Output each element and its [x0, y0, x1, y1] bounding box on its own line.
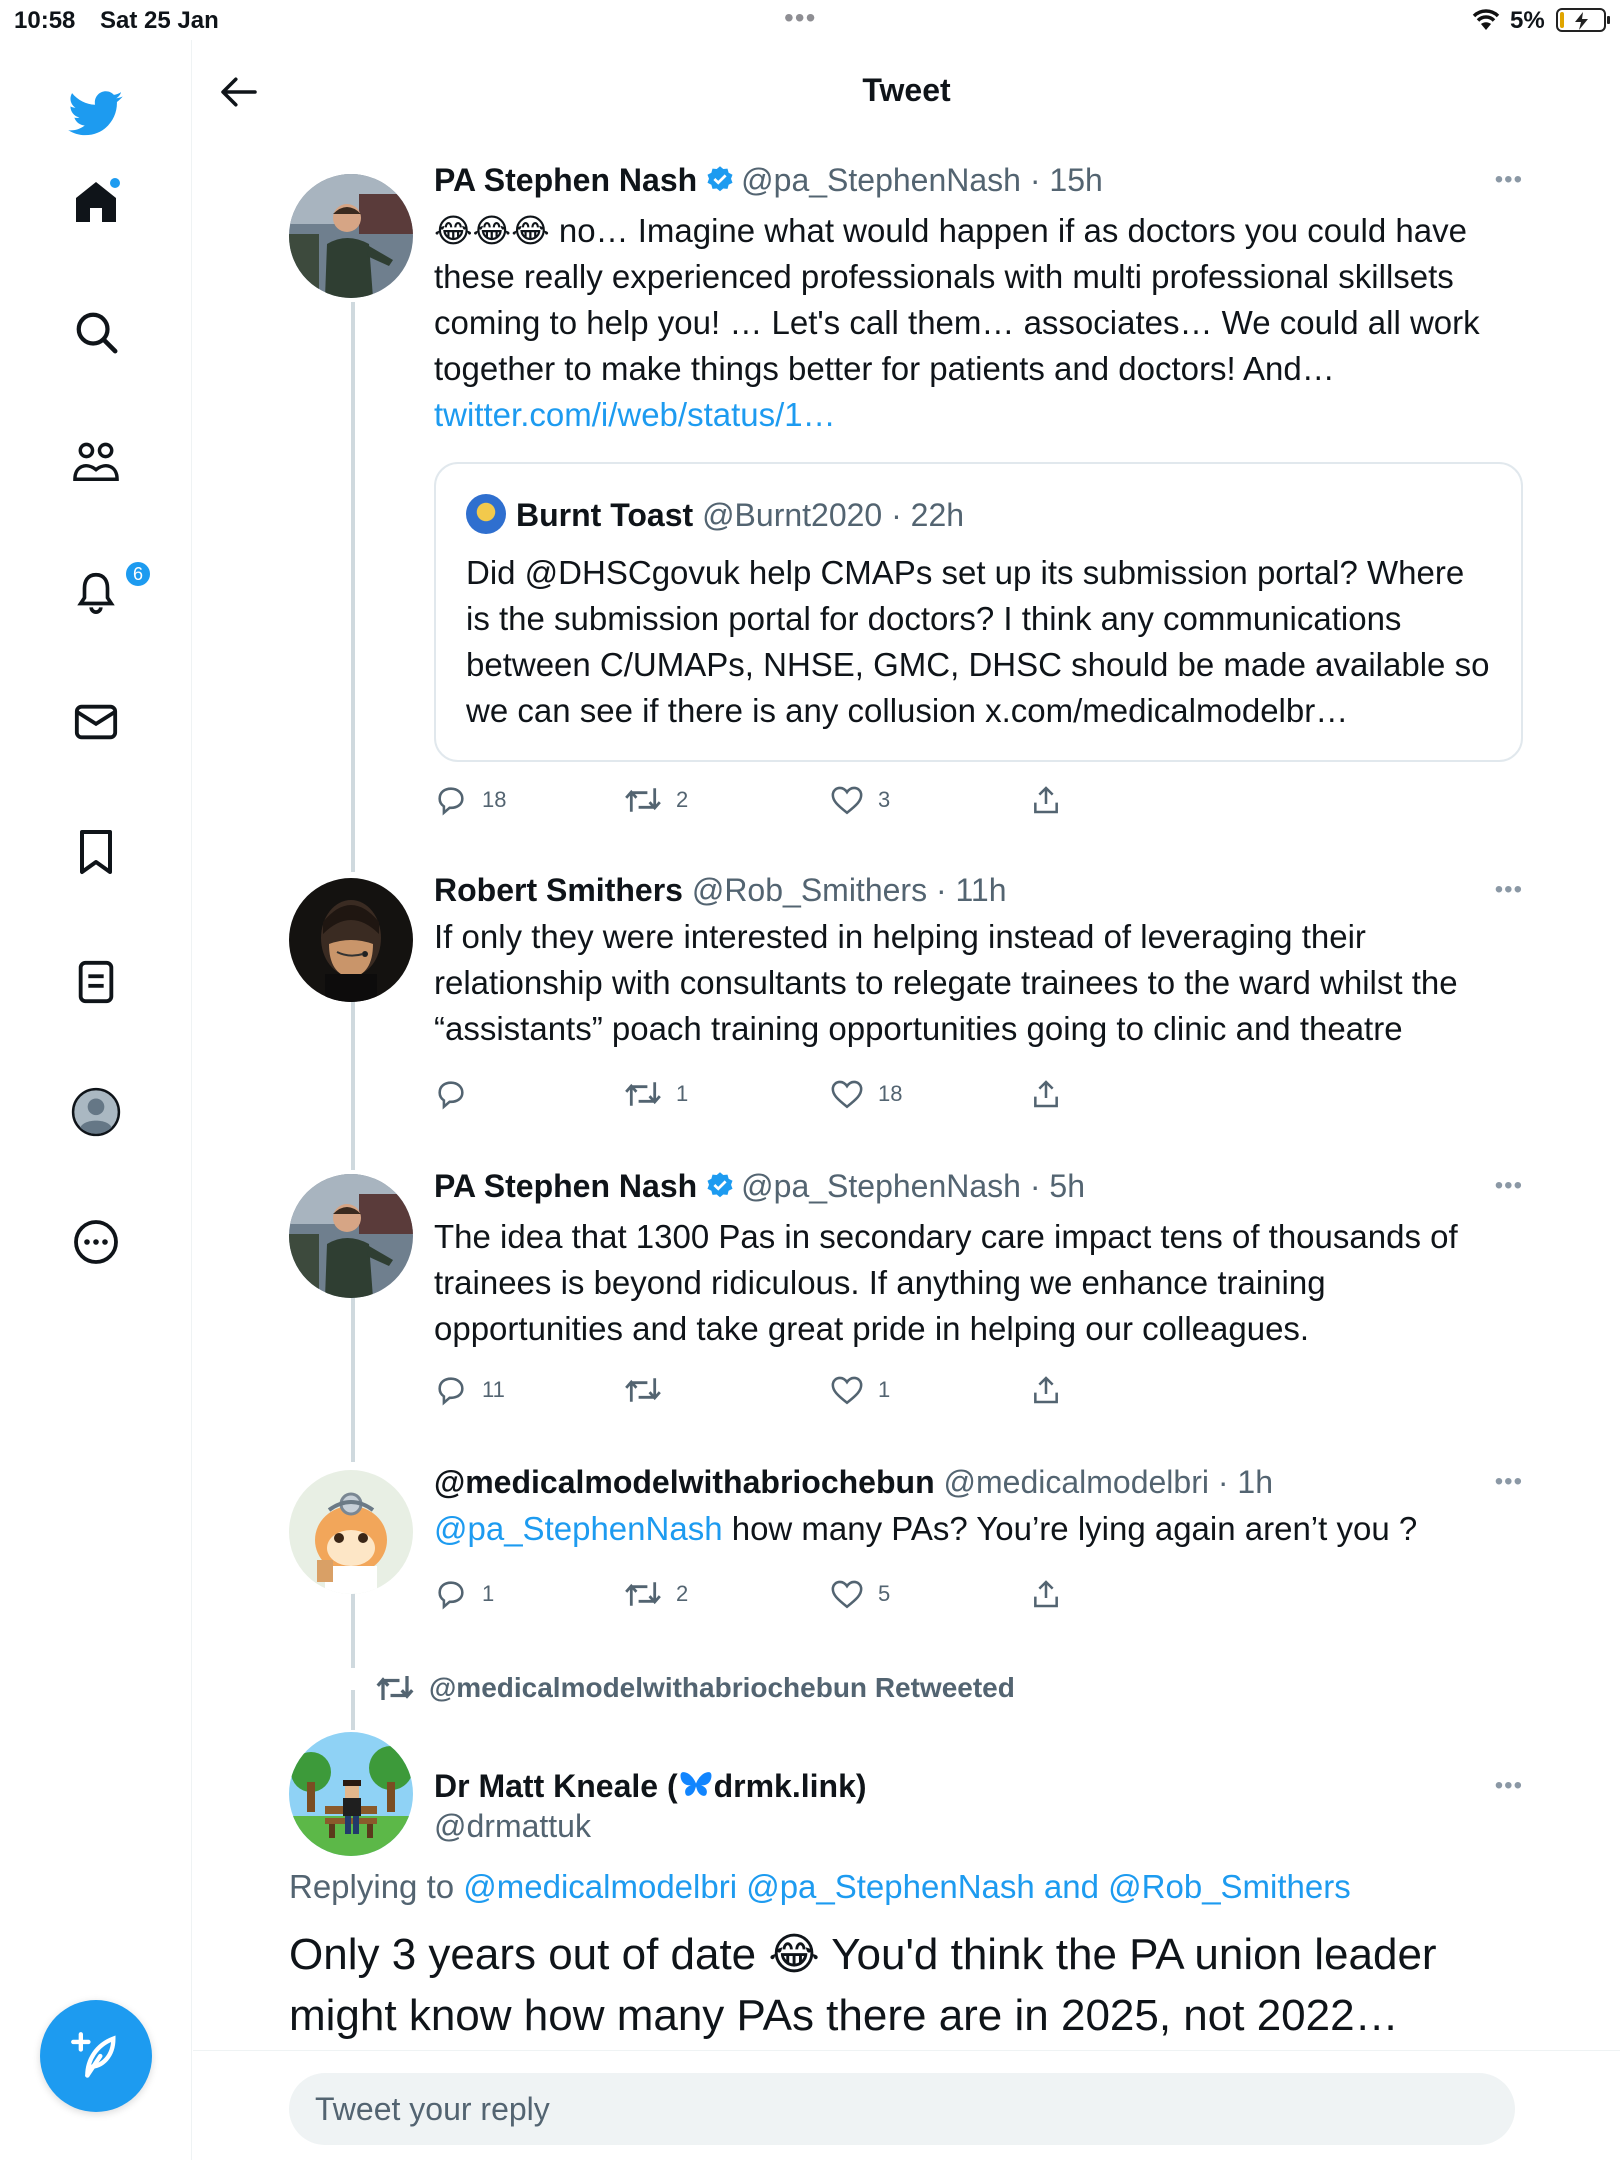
- tweet[interactable]: [193, 160, 1523, 840]
- quote-avatar: [466, 494, 506, 534]
- author-name[interactable]: @medicalmodelwithabriochebun: [434, 1464, 935, 1500]
- author-handle[interactable]: @drmattuk: [434, 1808, 591, 1844]
- replying-to-users[interactable]: @medicalmodelbri @pa_StephenNash: [463, 1868, 1035, 1905]
- retweet-button[interactable]: 2: [624, 780, 688, 820]
- mention-link[interactable]: @pa_StephenNash: [434, 1510, 723, 1547]
- heart-icon: [830, 1078, 864, 1110]
- retweeted-by-label[interactable]: @medicalmodelwithabriochebun Retweeted: [375, 1672, 1015, 1704]
- compose-tweet-button[interactable]: [40, 2000, 152, 2112]
- page-title: Tweet: [862, 72, 951, 108]
- tweet-actions: [434, 780, 1074, 820]
- author-name[interactable]: Robert Smithers: [434, 872, 683, 908]
- replying-to-last-user[interactable]: @Rob_Smithers: [1108, 1868, 1351, 1905]
- heart-icon: [830, 1374, 864, 1406]
- reply-bar: [193, 2050, 1620, 2160]
- retweet-icon: [624, 785, 662, 815]
- twitter-logo-icon[interactable]: [68, 86, 124, 142]
- retweet-icon: [624, 1375, 662, 1405]
- search-icon[interactable]: [68, 304, 124, 360]
- reply-icon: [434, 1077, 468, 1111]
- quote-author-name: Burnt Toast: [516, 497, 694, 533]
- author-handle[interactable]: @medicalmodelbri: [943, 1464, 1209, 1500]
- like-button[interactable]: 18: [830, 1074, 902, 1114]
- author-name[interactable]: Dr Matt Kneale ( drmk.link): [434, 1768, 867, 1804]
- tweet-link[interactable]: twitter.com/i/web/status/1…: [434, 396, 836, 433]
- reply-button[interactable]: 1: [434, 1574, 494, 1614]
- profile-icon[interactable]: [68, 1084, 124, 1140]
- tweet-time[interactable]: 15h: [1049, 162, 1103, 198]
- laughing-emoji: 😂: [768, 1929, 820, 1980]
- like-button[interactable]: 1: [830, 1370, 890, 1410]
- more-options-button[interactable]: •••: [1494, 876, 1523, 903]
- sidebar: [0, 40, 192, 2160]
- reply-button[interactable]: 18: [434, 780, 506, 820]
- replying-to: Replying to @medicalmodelbri @pa_StephenNash and @Rob_Smithers: [289, 1868, 1351, 1905]
- tweet-content: PA Stephen Nash @pa_StephenNash · 5h ••• The idea that 1300 Pas in secondary care impact tens of thousands of trainees is beyond ridiculous. If anything we enhance training opportunities and take great pride in helping our colleagues.: [434, 1166, 1523, 1352]
- avatar[interactable]: [289, 1174, 413, 1298]
- avatar[interactable]: [289, 174, 413, 298]
- author-handle[interactable]: @pa_StephenNash: [741, 1168, 1021, 1204]
- tweet-text: 😂😂😂 no… Imagine what would happen if as doctors you could have these really experienced professionals with multi professional skillsets coming to help you! … Let's call them… associates… We could all work together to make things better for patients and doctors! And… twitter.com/i/web/status/1…: [434, 211, 1480, 433]
- battery-charging-icon: [1556, 8, 1606, 32]
- tweet-text: If only they were interested in helping instead of leveraging their relationship with consultants to relegate trainees to the ward whilst the “assistants” poach training opportunities going to clinic and theatre: [434, 918, 1458, 1047]
- status-bar: [0, 0, 1620, 40]
- quote-author-handle: @Burnt2020: [702, 497, 883, 533]
- notifications-bell-icon[interactable]: [68, 563, 143, 620]
- tweet-actions: [434, 1574, 1074, 1614]
- messages-icon[interactable]: [68, 694, 124, 750]
- share-button[interactable]: [1030, 1370, 1062, 1410]
- tweet-text: @pa_StephenNash how many PAs? You’re lying again aren’t you ?: [434, 1510, 1418, 1547]
- tweet-time[interactable]: 1h: [1237, 1464, 1273, 1500]
- tweet[interactable]: [193, 870, 1523, 1140]
- more-options-icon[interactable]: [68, 1214, 124, 1270]
- retweet-button[interactable]: 2: [624, 1574, 688, 1614]
- tweet[interactable]: [193, 1166, 1523, 1436]
- retweet-button[interactable]: 1: [624, 1074, 688, 1114]
- thread-line: [351, 1690, 355, 1730]
- feather-plus-icon: [70, 2030, 122, 2082]
- notifications-badge: 6: [124, 560, 152, 588]
- author-name[interactable]: PA Stephen Nash: [434, 1168, 698, 1204]
- share-icon: [1030, 784, 1062, 816]
- tweet-time[interactable]: 5h: [1049, 1168, 1085, 1204]
- tweet-content: PA Stephen Nash @pa_StephenNash · 15h ••• 😂😂😂 no… Imagine what would happen if as doctors you could have these really experienced professionals with multi professional skillsets coming to help you! … Let's call them… associates… We could all work together to make things better for patients and doctors! And… twitter.com/i/web/status/1…: [434, 160, 1523, 438]
- retweet-icon: [624, 1079, 662, 1109]
- verified-badge-icon: [705, 1170, 735, 1210]
- status-time: 10:58: [14, 7, 76, 34]
- more-options-button[interactable]: •••: [1494, 1172, 1523, 1199]
- home-new-indicator: [110, 178, 120, 188]
- retweet-button[interactable]: [624, 1370, 676, 1410]
- reply-button[interactable]: [434, 1074, 482, 1114]
- share-button[interactable]: [1030, 780, 1062, 820]
- tweet-actions: [434, 1074, 1074, 1114]
- laughing-emoji: 😂😂😂: [434, 211, 550, 250]
- like-button[interactable]: 5: [830, 1574, 890, 1614]
- avatar[interactable]: [289, 878, 413, 1002]
- tweet-content: @medicalmodelwithabriochebun @medicalmodelbri · 1h ••• @pa_StephenNash how many PAs? You’re lying again aren’t you ?: [434, 1462, 1523, 1552]
- more-options-button[interactable]: •••: [1494, 1468, 1523, 1495]
- tweet-actions: [434, 1370, 1074, 1410]
- lists-icon[interactable]: [68, 954, 124, 1010]
- wifi-icon: [1470, 6, 1502, 39]
- share-icon: [1030, 1374, 1062, 1406]
- author-handle[interactable]: @pa_StephenNash: [741, 162, 1021, 198]
- focused-tweet-text: Only 3 years out of date 😂 You'd think the PA union leader might know how many PAs there are in 2025, not 2022…: [289, 1929, 1437, 2040]
- communities-icon[interactable]: [68, 434, 124, 490]
- more-options-button[interactable]: •••: [1494, 1772, 1523, 1799]
- battery-percent: 5%: [1510, 7, 1545, 34]
- heart-icon: [830, 784, 864, 816]
- tweet[interactable]: [193, 1462, 1523, 1642]
- avatar[interactable]: [289, 1470, 413, 1594]
- tweet-content: [434, 1766, 1523, 1846]
- reply-button[interactable]: 11: [434, 1370, 505, 1410]
- author-name[interactable]: PA Stephen Nash: [434, 162, 698, 198]
- retweet-icon: [624, 1579, 662, 1609]
- reply-input[interactable]: [289, 2073, 1515, 2145]
- reply-icon: [434, 1373, 468, 1407]
- like-button[interactable]: 3: [830, 780, 890, 820]
- quote-text: Did @DHSCgovuk help CMAPs set up its submission portal? Where is the submission portal for doctors? I think any communications between C/UMAPs, NHSE, GMC, DHSC should be made available so we can see if there is any collusion x.com/medicalmodelbr…: [466, 554, 1490, 729]
- status-date: Sat 25 Jan: [100, 7, 219, 34]
- retweet-icon: [375, 1673, 415, 1703]
- share-button[interactable]: [1030, 1074, 1062, 1114]
- author-handle[interactable]: @Rob_Smithers: [691, 872, 928, 908]
- home-icon[interactable]: [68, 174, 124, 230]
- share-icon: [1030, 1078, 1062, 1110]
- butterfly-icon: [678, 1768, 714, 1804]
- reply-icon: [434, 783, 468, 817]
- heart-icon: [830, 1578, 864, 1610]
- verified-badge-icon: [705, 164, 735, 204]
- tweet-content: Robert Smithers @Rob_Smithers · 11h ••• If only they were interested in helping instead of leveraging their relationship with consultants to relegate trainees to the ward whilst the “assistants” poach training opportunities going to clinic and theatre: [434, 870, 1523, 1052]
- share-button[interactable]: [1030, 1574, 1062, 1614]
- bookmarks-icon[interactable]: [68, 824, 124, 880]
- tweet-text: The idea that 1300 Pas in secondary care impact tens of thousands of trainees is beyond ridiculous. If anything we enhance training opportunities and take great pride in helping our colleagues.: [434, 1218, 1458, 1347]
- share-icon: [1030, 1578, 1062, 1610]
- quote-time: 22h: [910, 497, 965, 533]
- reply-icon: [434, 1577, 468, 1611]
- avatar[interactable]: [289, 1732, 413, 1856]
- page-header: [193, 40, 1620, 140]
- more-options-button[interactable]: •••: [1494, 166, 1523, 193]
- tweet-time[interactable]: 11h: [955, 872, 1007, 908]
- quoted-tweet[interactable]: Burnt Toast @Burnt2020 · 22h Did @DHSCgovuk help CMAPs set up its submission portal? Where is the submission portal for doctors? I think any communications between C/UMAPs, NHSE, GMC, DHSC should be made available so we can see if there is any collusion x.com/medicalmodelbr…: [434, 462, 1523, 762]
- multitasking-dots[interactable]: •••: [784, 2, 817, 33]
